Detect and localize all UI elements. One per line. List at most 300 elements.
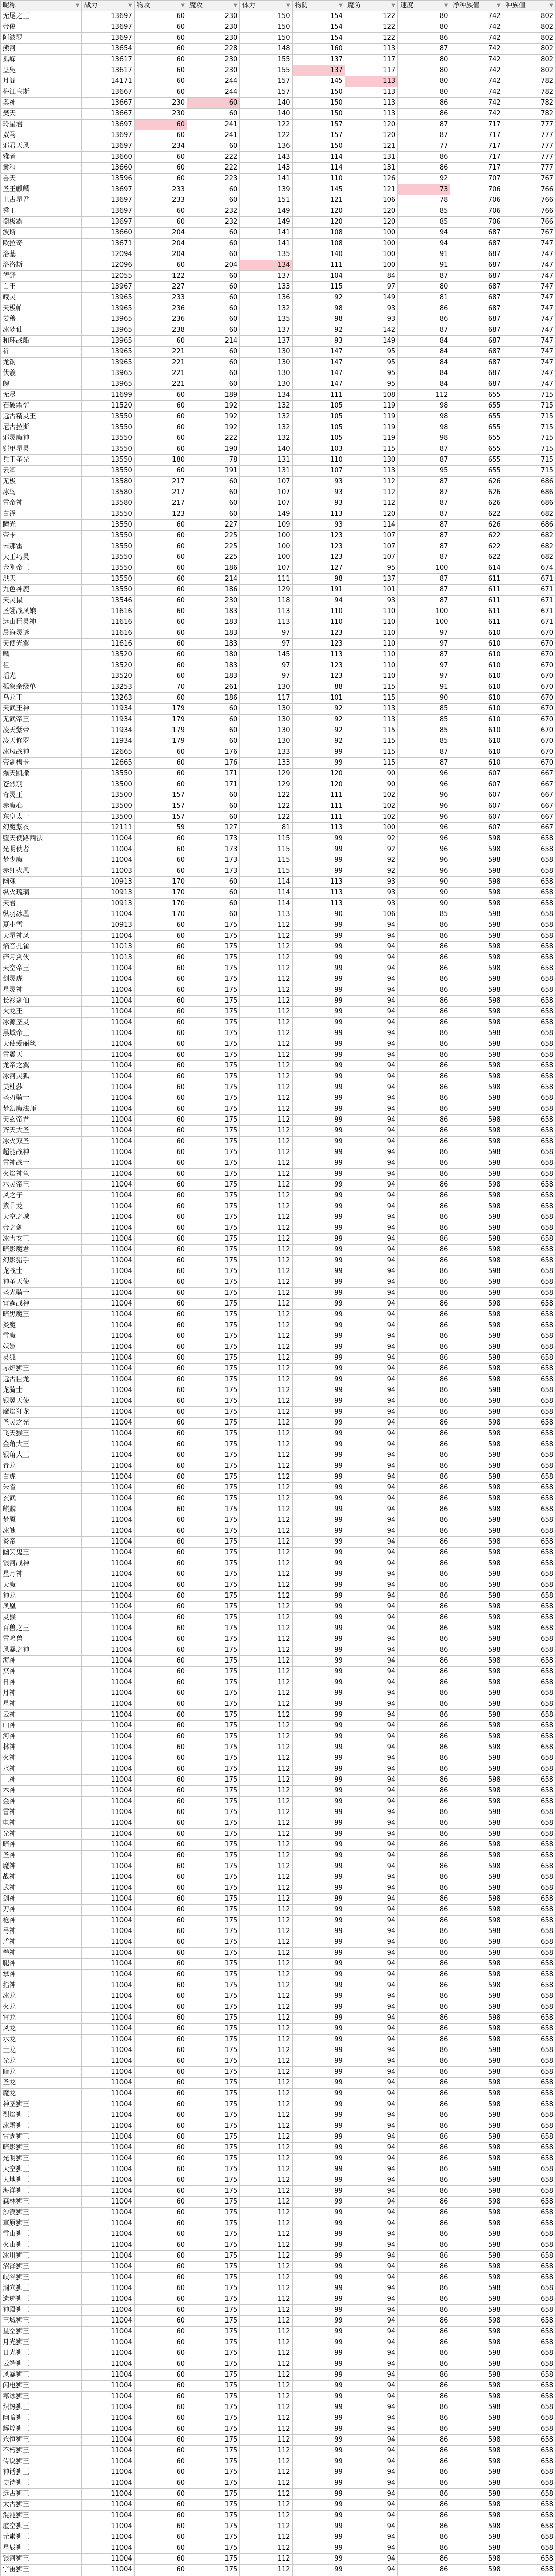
cell-value[interactable]: 99 [292, 1007, 345, 1018]
cell-value[interactable]: 112 [240, 2078, 292, 2089]
cell-value[interactable]: 94 [345, 2511, 397, 2521]
cell-value[interactable]: 12665 [82, 747, 134, 758]
cell-value[interactable]: 60 [134, 152, 187, 163]
cell-value[interactable]: 11004 [82, 2089, 134, 2099]
cell-value[interactable]: 658 [503, 2024, 555, 2035]
cell-value[interactable]: 86 [398, 1515, 450, 1526]
cell-value[interactable]: 60 [134, 1418, 187, 1429]
cell-name[interactable]: 盾神 [1, 1937, 82, 1948]
cell-value[interactable]: 175 [187, 2305, 240, 2316]
cell-value[interactable]: 670 [503, 758, 555, 769]
cell-value[interactable]: 86 [398, 1872, 450, 1883]
cell-value[interactable]: 13520 [82, 671, 134, 682]
cell-name[interactable]: 梦魇 [1, 1515, 82, 1526]
cell-value[interactable]: 99 [292, 1818, 345, 1829]
cell-value[interactable]: 598 [450, 1818, 503, 1829]
cell-value[interactable]: 108 [292, 228, 345, 239]
cell-value[interactable]: 94 [345, 1797, 397, 1807]
cell-value[interactable]: 658 [503, 2543, 555, 2554]
cell-value[interactable]: 60 [134, 44, 187, 55]
cell-value[interactable]: 598 [450, 1169, 503, 1180]
cell-value[interactable]: 607 [450, 823, 503, 834]
cell-value[interactable]: 94 [345, 2132, 397, 2143]
cell-value[interactable]: 94 [345, 2154, 397, 2164]
cell-value[interactable]: 131 [345, 152, 397, 163]
cell-value[interactable]: 60 [134, 2251, 187, 2262]
cell-value[interactable]: 11004 [82, 2532, 134, 2543]
cell-value[interactable]: 658 [503, 1504, 555, 1515]
cell-name[interactable]: 虚空狮王 [1, 2521, 82, 2532]
cell-value[interactable]: 86 [398, 303, 450, 314]
cell-value[interactable]: 658 [503, 1732, 555, 1742]
cell-value[interactable]: 86 [398, 1764, 450, 1775]
cell-name[interactable]: 祈 [1, 347, 82, 358]
cell-name[interactable]: 山神 [1, 1721, 82, 1732]
cell-value[interactable]: 60 [134, 2511, 187, 2521]
cell-value[interactable]: 94 [345, 1677, 397, 1688]
cell-value[interactable]: 119 [345, 412, 397, 422]
col-header-net-base[interactable] [450, 1, 503, 11]
cell-value[interactable]: 86 [398, 1093, 450, 1104]
cell-value[interactable]: 11004 [82, 1959, 134, 1970]
cell-value[interactable]: 60 [134, 942, 187, 953]
cell-value[interactable]: 93 [292, 487, 345, 498]
cell-value[interactable]: 598 [450, 1039, 503, 1050]
cell-value[interactable]: 11004 [82, 2294, 134, 2305]
cell-value[interactable]: 622 [450, 509, 503, 520]
cell-value[interactable]: 175 [187, 1093, 240, 1104]
cell-value[interactable]: 11004 [82, 1948, 134, 1959]
cell-value[interactable]: 94 [345, 1320, 397, 1331]
cell-value[interactable]: 598 [450, 1905, 503, 1916]
cell-value[interactable]: 10913 [82, 920, 134, 931]
cell-value[interactable]: 59 [134, 823, 187, 834]
cell-name[interactable]: 金神 [1, 1797, 82, 1807]
cell-name[interactable]: 冰霜狮王 [1, 2121, 82, 2132]
cell-value[interactable]: 175 [187, 2251, 240, 2262]
cell-value[interactable]: 60 [187, 303, 240, 314]
cell-name[interactable]: 和环战船 [1, 336, 82, 347]
cell-value[interactable]: 742 [450, 22, 503, 33]
cell-value[interactable]: 186 [187, 563, 240, 574]
cell-value[interactable]: 658 [503, 1147, 555, 1158]
cell-value[interactable]: 111 [292, 812, 345, 823]
cell-value[interactable]: 747 [503, 271, 555, 282]
cell-name[interactable]: 欧拉奇 [1, 239, 82, 249]
cell-value[interactable]: 598 [450, 1158, 503, 1169]
cell-value[interactable]: 747 [503, 325, 555, 336]
cell-value[interactable]: 102 [345, 790, 397, 801]
cell-name[interactable]: 金角大王 [1, 1439, 82, 1450]
cell-value[interactable]: 175 [187, 1364, 240, 1375]
cell-value[interactable]: 94 [345, 2554, 397, 2565]
cell-value[interactable]: 120 [345, 217, 397, 228]
cell-value[interactable]: 11004 [82, 2154, 134, 2164]
cell-value[interactable]: 598 [450, 1299, 503, 1310]
cell-value[interactable]: 99 [292, 996, 345, 1007]
cell-value[interactable]: 94 [345, 974, 397, 985]
cell-value[interactable]: 99 [292, 1894, 345, 1905]
cell-value[interactable]: 175 [187, 1710, 240, 1721]
cell-value[interactable]: 175 [187, 1429, 240, 1439]
cell-name[interactable]: 光明使者 [1, 844, 82, 855]
cell-value[interactable]: 60 [134, 2500, 187, 2511]
cell-value[interactable]: 127 [187, 823, 240, 834]
cell-value[interactable]: 112 [240, 2521, 292, 2532]
cell-value[interactable]: 113 [292, 823, 345, 834]
cell-value[interactable]: 658 [503, 1342, 555, 1353]
cell-value[interactable]: 99 [292, 1623, 345, 1634]
cell-value[interactable]: 94 [345, 1342, 397, 1353]
cell-value[interactable]: 85 [398, 704, 450, 715]
cell-value[interactable]: 13697 [82, 120, 134, 130]
cell-value[interactable]: 86 [398, 2381, 450, 2392]
cell-value[interactable]: 598 [450, 1537, 503, 1548]
cell-value[interactable]: 112 [240, 2446, 292, 2456]
cell-value[interactable]: 80 [398, 65, 450, 76]
cell-value[interactable]: 99 [292, 1072, 345, 1082]
cell-value[interactable]: 86 [398, 1699, 450, 1710]
cell-value[interactable]: 110 [345, 639, 397, 650]
cell-value[interactable]: 86 [398, 1980, 450, 1991]
cell-name[interactable]: 魄 [1, 379, 82, 390]
cell-value[interactable]: 626 [450, 477, 503, 487]
cell-name[interactable]: 赤焰狮王 [1, 1364, 82, 1375]
cell-value[interactable]: 99 [292, 1656, 345, 1667]
cell-value[interactable]: 112 [240, 1461, 292, 1472]
cell-value[interactable]: 112 [240, 2045, 292, 2056]
cell-name[interactable]: 天空帝王 [1, 963, 82, 974]
cell-value[interactable]: 658 [503, 2413, 555, 2424]
cell-name[interactable]: 幽冥鬼王 [1, 1548, 82, 1558]
cell-value[interactable]: 112 [240, 2089, 292, 2099]
cell-value[interactable]: 86 [398, 1861, 450, 1872]
cell-value[interactable]: 99 [292, 2316, 345, 2327]
cell-value[interactable]: 658 [503, 2500, 555, 2511]
cell-name[interactable]: 冰梦仙 [1, 325, 82, 336]
cell-value[interactable]: 60 [134, 163, 187, 174]
cell-value[interactable]: 112 [240, 2511, 292, 2521]
cell-value[interactable]: 113 [345, 98, 397, 109]
cell-name[interactable]: 土神 [1, 1775, 82, 1786]
cell-value[interactable]: 98 [292, 303, 345, 314]
cell-value[interactable]: 232 [187, 206, 240, 217]
cell-value[interactable]: 94 [345, 2446, 397, 2456]
cell-value[interactable]: 94 [345, 2305, 397, 2316]
cell-value[interactable]: 119 [345, 401, 397, 412]
cell-value[interactable]: 175 [187, 1829, 240, 1840]
cell-value[interactable]: 99 [292, 1602, 345, 1613]
cell-value[interactable]: 11004 [82, 1093, 134, 1104]
cell-value[interactable]: 96 [398, 834, 450, 844]
cell-value[interactable]: 86 [398, 974, 450, 985]
cell-value[interactable]: 180 [134, 455, 187, 466]
cell-value[interactable]: 175 [187, 2294, 240, 2305]
cell-value[interactable]: 60 [134, 1028, 187, 1039]
cell-value[interactable]: 60 [134, 1688, 187, 1699]
cell-value[interactable]: 11004 [82, 931, 134, 942]
cell-value[interactable]: 86 [398, 1807, 450, 1818]
cell-value[interactable]: 112 [240, 2035, 292, 2045]
cell-value[interactable]: 112 [240, 1732, 292, 1742]
cell-value[interactable]: 742 [450, 55, 503, 65]
cell-value[interactable]: 86 [398, 152, 450, 163]
cell-value[interactable]: 93 [292, 336, 345, 347]
cell-value[interactable]: 94 [345, 1429, 397, 1439]
cell-value[interactable]: 86 [398, 1548, 450, 1558]
cell-value[interactable]: 123 [292, 531, 345, 541]
cell-name[interactable]: 玲星君 [1, 120, 82, 130]
cell-value[interactable]: 99 [292, 1429, 345, 1439]
cell-value[interactable]: 658 [503, 2056, 555, 2067]
cell-name[interactable]: 九色神鹿 [1, 585, 82, 596]
cell-value[interactable]: 598 [450, 1407, 503, 1418]
cell-value[interactable]: 175 [187, 1667, 240, 1677]
cell-value[interactable]: 658 [503, 1299, 555, 1310]
cell-value[interactable]: 175 [187, 985, 240, 996]
cell-name[interactable]: 暗影魔君 [1, 1245, 82, 1256]
cell-value[interactable]: 94 [345, 2035, 397, 2045]
cell-value[interactable]: 122 [345, 11, 397, 22]
cell-value[interactable]: 715 [503, 444, 555, 455]
cell-name[interactable]: 史诗狮王 [1, 2478, 82, 2489]
cell-value[interactable]: 658 [503, 2478, 555, 2489]
cell-value[interactable]: 598 [450, 844, 503, 855]
cell-value[interactable]: 658 [503, 2240, 555, 2251]
cell-value[interactable]: 658 [503, 2045, 555, 2056]
cell-value[interactable]: 94 [345, 2002, 397, 2013]
cell-value[interactable]: 112 [240, 1353, 292, 1364]
cell-value[interactable]: 112 [240, 2143, 292, 2154]
cell-value[interactable]: 175 [187, 1732, 240, 1742]
cell-value[interactable]: 99 [292, 1732, 345, 1742]
cell-value[interactable]: 610 [450, 650, 503, 660]
cell-value[interactable]: 175 [187, 1158, 240, 1169]
cell-value[interactable]: 99 [292, 2283, 345, 2294]
cell-value[interactable]: 112 [240, 1526, 292, 1537]
cell-value[interactable]: 149 [240, 206, 292, 217]
cell-value[interactable]: 190 [187, 444, 240, 455]
cell-value[interactable]: 99 [292, 1147, 345, 1158]
cell-value[interactable]: 86 [398, 1677, 450, 1688]
cell-value[interactable]: 11004 [82, 2392, 134, 2402]
cell-value[interactable]: 112 [240, 1926, 292, 1937]
cell-value[interactable]: 86 [398, 1061, 450, 1072]
cell-value[interactable]: 766 [503, 206, 555, 217]
cell-name[interactable]: 瞳光 [1, 520, 82, 531]
cell-value[interactable]: 100 [398, 617, 450, 628]
cell-value[interactable]: 86 [398, 2045, 450, 2056]
cell-value[interactable]: 99 [292, 2240, 345, 2251]
cell-value[interactable]: 94 [345, 1137, 397, 1147]
cell-value[interactable]: 112 [240, 1180, 292, 1191]
cell-value[interactable]: 11004 [82, 2543, 134, 2554]
cell-value[interactable]: 658 [503, 2262, 555, 2273]
cell-value[interactable]: 94 [345, 1115, 397, 1126]
cell-value[interactable]: 99 [292, 1937, 345, 1948]
cell-value[interactable]: 60 [134, 2229, 187, 2240]
cell-name[interactable]: 阿波罗 [1, 33, 82, 44]
cell-value[interactable]: 99 [292, 1548, 345, 1558]
cell-value[interactable]: 175 [187, 2067, 240, 2078]
cell-value[interactable]: 123 [134, 509, 187, 520]
cell-value[interactable]: 86 [398, 1191, 450, 1201]
cell-value[interactable]: 782 [503, 76, 555, 87]
cell-value[interactable]: 94 [345, 1093, 397, 1104]
cell-name[interactable]: 幻影猎手 [1, 1256, 82, 1266]
cell-value[interactable]: 99 [292, 1872, 345, 1883]
cell-value[interactable]: 175 [187, 1072, 240, 1082]
cell-value[interactable]: 60 [134, 1970, 187, 1980]
cell-value[interactable]: 706 [450, 217, 503, 228]
cell-value[interactable]: 123 [292, 660, 345, 671]
cell-value[interactable]: 94 [345, 2197, 397, 2208]
cell-value[interactable]: 658 [503, 2337, 555, 2348]
cell-value[interactable]: 175 [187, 2532, 240, 2543]
cell-value[interactable]: 99 [292, 1320, 345, 1331]
cell-value[interactable]: 175 [187, 1115, 240, 1126]
cell-value[interactable]: 706 [450, 184, 503, 195]
cell-value[interactable]: 110 [292, 617, 345, 628]
cell-value[interactable]: 60 [187, 314, 240, 325]
cell-value[interactable]: 60 [187, 239, 240, 249]
cell-value[interactable]: 598 [450, 942, 503, 953]
cell-value[interactable]: 86 [398, 2337, 450, 2348]
cell-value[interactable]: 94 [345, 2283, 397, 2294]
cell-value[interactable]: 175 [187, 1375, 240, 1385]
cell-name[interactable]: 龙战士 [1, 1266, 82, 1277]
col-header-stamina[interactable] [240, 1, 292, 11]
cell-value[interactable]: 86 [398, 2392, 450, 2402]
cell-value[interactable]: 598 [450, 1061, 503, 1072]
cell-value[interactable]: 60 [134, 2446, 187, 2456]
cell-value[interactable]: 658 [503, 2251, 555, 2262]
cell-value[interactable]: 11004 [82, 2456, 134, 2467]
cell-value[interactable]: 99 [292, 2565, 345, 2575]
cell-value[interactable]: 234 [134, 141, 187, 152]
cell-value[interactable]: 86 [398, 2478, 450, 2489]
cell-value[interactable]: 658 [503, 1959, 555, 1970]
cell-value[interactable]: 60 [134, 1234, 187, 1245]
cell-value[interactable]: 154 [292, 22, 345, 33]
cell-value[interactable]: 86 [398, 2283, 450, 2294]
cell-value[interactable]: 598 [450, 1677, 503, 1688]
cell-name[interactable]: 圣神 [1, 1851, 82, 1861]
cell-value[interactable]: 133 [240, 758, 292, 769]
cell-value[interactable]: 658 [503, 1385, 555, 1396]
cell-value[interactable]: 598 [450, 1558, 503, 1569]
cell-value[interactable]: 157 [292, 120, 345, 130]
cell-value[interactable]: 658 [503, 1829, 555, 1840]
cell-value[interactable]: 97 [240, 628, 292, 639]
cell-value[interactable]: 60 [134, 1710, 187, 1721]
cell-value[interactable]: 11004 [82, 1418, 134, 1429]
cell-value[interactable]: 192 [187, 412, 240, 422]
cell-value[interactable]: 598 [450, 2337, 503, 2348]
cell-value[interactable]: 131 [240, 455, 292, 466]
cell-value[interactable]: 11616 [82, 606, 134, 617]
cell-value[interactable]: 139 [240, 184, 292, 195]
cell-value[interactable]: 150 [240, 33, 292, 44]
cell-value[interactable]: 60 [134, 2067, 187, 2078]
cell-value[interactable]: 598 [450, 953, 503, 963]
cell-value[interactable]: 60 [134, 1504, 187, 1515]
cell-value[interactable]: 173 [187, 855, 240, 866]
cell-value[interactable]: 11004 [82, 1385, 134, 1396]
cell-name[interactable]: 凤凰 [1, 1602, 82, 1613]
cell-value[interactable]: 112 [240, 1450, 292, 1461]
cell-value[interactable]: 658 [503, 1277, 555, 1288]
cell-name[interactable]: 冰河灵狐 [1, 1072, 82, 1082]
cell-value[interactable]: 175 [187, 1980, 240, 1991]
cell-value[interactable]: 598 [450, 2489, 503, 2500]
cell-value[interactable]: 100 [345, 823, 397, 834]
cell-value[interactable]: 112 [240, 1872, 292, 1883]
cell-value[interactable]: 95 [398, 466, 450, 477]
cell-value[interactable]: 60 [134, 1245, 187, 1256]
cell-value[interactable]: 13697 [82, 184, 134, 195]
cell-value[interactable]: 86 [398, 1926, 450, 1937]
cell-value[interactable]: 112 [240, 1959, 292, 1970]
cell-value[interactable]: 715 [503, 455, 555, 466]
cell-value[interactable]: 183 [187, 639, 240, 650]
cell-value[interactable]: 99 [292, 1926, 345, 1937]
cell-value[interactable]: 94 [345, 953, 397, 963]
cell-name[interactable]: 星辰狮王 [1, 2543, 82, 2554]
cell-value[interactable]: 60 [187, 509, 240, 520]
cell-value[interactable]: 658 [503, 1018, 555, 1028]
cell-value[interactable]: 715 [503, 401, 555, 412]
cell-value[interactable]: 99 [292, 1126, 345, 1137]
cell-value[interactable]: 60 [134, 76, 187, 87]
cell-value[interactable]: 658 [503, 1429, 555, 1439]
cell-value[interactable]: 11004 [82, 2240, 134, 2251]
cell-value[interactable]: 99 [292, 2489, 345, 2500]
cell-name[interactable]: 天使光翼 [1, 639, 82, 650]
cell-value[interactable]: 225 [187, 552, 240, 563]
cell-value[interactable]: 11004 [82, 855, 134, 866]
cell-value[interactable]: 86 [398, 1028, 450, 1039]
cell-value[interactable]: 175 [187, 1721, 240, 1732]
cell-value[interactable]: 171 [187, 769, 240, 779]
cell-value[interactable]: 98 [398, 433, 450, 444]
cell-value[interactable]: 90 [398, 888, 450, 899]
cell-value[interactable]: 86 [398, 1072, 450, 1082]
cell-value[interactable]: 112 [240, 1937, 292, 1948]
cell-value[interactable]: 658 [503, 1288, 555, 1299]
cell-value[interactable]: 60 [134, 1342, 187, 1353]
cell-value[interactable]: 60 [134, 1699, 187, 1710]
cell-value[interactable]: 598 [450, 899, 503, 909]
cell-value[interactable]: 60 [134, 1385, 187, 1396]
cell-value[interactable]: 614 [450, 563, 503, 574]
cell-value[interactable]: 99 [292, 2208, 345, 2218]
cell-value[interactable]: 112 [240, 2337, 292, 2348]
cell-value[interactable]: 94 [345, 2327, 397, 2337]
cell-name[interactable]: 海洋狮王 [1, 2186, 82, 2197]
cell-name[interactable]: 洛洛斯 [1, 260, 82, 271]
cell-value[interactable]: 598 [450, 2283, 503, 2294]
cell-value[interactable]: 112 [240, 1299, 292, 1310]
cell-value[interactable]: 13500 [82, 801, 134, 812]
cell-value[interactable]: 598 [450, 1104, 503, 1115]
cell-value[interactable]: 107 [292, 466, 345, 477]
cell-value[interactable]: 94 [345, 1548, 397, 1558]
cell-value[interactable]: 60 [134, 1991, 187, 2002]
cell-value[interactable]: 11004 [82, 2132, 134, 2143]
cell-value[interactable]: 777 [503, 152, 555, 163]
cell-value[interactable]: 112 [240, 1558, 292, 1569]
